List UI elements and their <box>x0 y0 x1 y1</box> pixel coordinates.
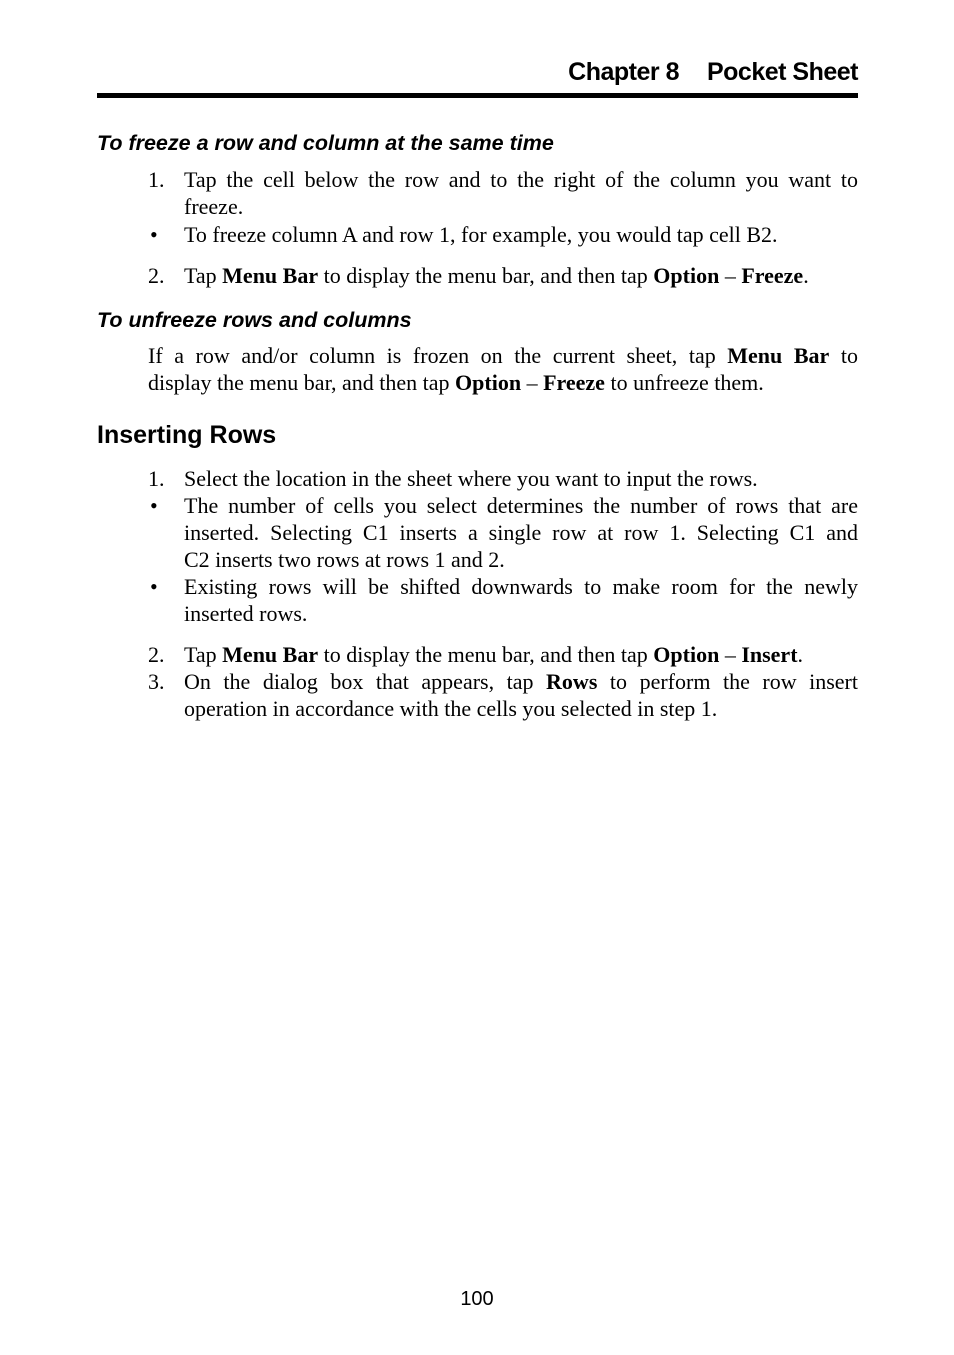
step-number: 1. <box>148 167 165 192</box>
step-text: . <box>797 642 804 667</box>
step-text-line <box>184 668 858 695</box>
step-text: Tap <box>184 642 223 667</box>
text: display the menu bar, and then tap <box>148 370 456 395</box>
step-text: On the dialog box that appears, tap <box>184 669 547 694</box>
bullet-text-line: C2 inserts two rows at rows 1 and 2. <box>184 547 505 572</box>
chapter-label: Chapter 8 <box>568 58 679 86</box>
menu-bar-term: Menu Bar <box>222 263 319 288</box>
step-text-line: freeze. <box>184 194 244 219</box>
page-number: 100 <box>460 1288 494 1310</box>
text: to unfreeze them. <box>604 370 764 395</box>
step-text: Select the location in the sheet where you want to input the rows. <box>184 466 758 491</box>
option-term: Option <box>653 263 720 288</box>
paragraph-line <box>148 342 858 369</box>
option-term: Option <box>653 642 720 667</box>
bullet-text-line: inserted rows. <box>184 601 308 626</box>
insert-term: Insert <box>741 642 798 667</box>
step-text-line: Tap the cell below the row and to the right of the column you want to <box>184 167 858 192</box>
step-number: 2. <box>148 263 165 288</box>
text: to <box>829 343 858 368</box>
freeze-term: Freeze <box>543 370 605 395</box>
step-text: to perform the row insert <box>597 669 858 694</box>
step-number: 2. <box>148 642 165 667</box>
rows-term: Rows <box>546 669 598 694</box>
bullet-mark: • <box>150 222 158 247</box>
chapter-title: Pocket Sheet <box>706 58 858 86</box>
bullet-text-line: Existing rows will be shifted downwards to make room for the newly <box>184 574 858 599</box>
step-text: Tap <box>184 263 223 288</box>
freeze-term: Freeze <box>741 263 804 288</box>
unfreeze-heading: To unfreeze rows and columns <box>97 308 412 332</box>
bullet-mark: • <box>150 574 158 599</box>
option-term: Option <box>455 370 522 395</box>
step-text-line: operation in accordance with the cells you selected in step 1. <box>184 696 718 721</box>
step-text: . <box>803 263 809 288</box>
dash: – <box>521 370 544 395</box>
step-number: 1. <box>148 466 165 491</box>
step-number: 3. <box>148 669 165 694</box>
page-header <box>97 58 858 98</box>
menu-bar-term: Menu Bar <box>222 642 319 667</box>
step-text: to display the menu bar, and then tap <box>318 642 654 667</box>
menu-bar-term: Menu Bar <box>727 343 830 368</box>
bullet-mark: • <box>150 493 158 518</box>
step-text: to display the menu bar, and then tap <box>318 263 654 288</box>
bullet-text-line: The number of cells you select determines the number of rows that are <box>184 493 858 518</box>
dash: – <box>719 642 742 667</box>
bullet-text: To freeze column A and row 1, for example, you would tap cell B2. <box>184 222 778 247</box>
paragraph-line <box>148 369 858 396</box>
unfreeze-paragraph <box>148 342 858 396</box>
text: If a row and/or column is frozen on the current sheet, tap <box>148 343 728 368</box>
dash: – <box>719 263 742 288</box>
inserting-rows-heading: Inserting Rows <box>97 421 277 449</box>
bullet-text-line: inserted. Selecting C1 inserts a single row at row 1. Selecting C1 and <box>184 520 858 545</box>
freeze-heading: To freeze a row and column at the same time <box>97 131 554 155</box>
